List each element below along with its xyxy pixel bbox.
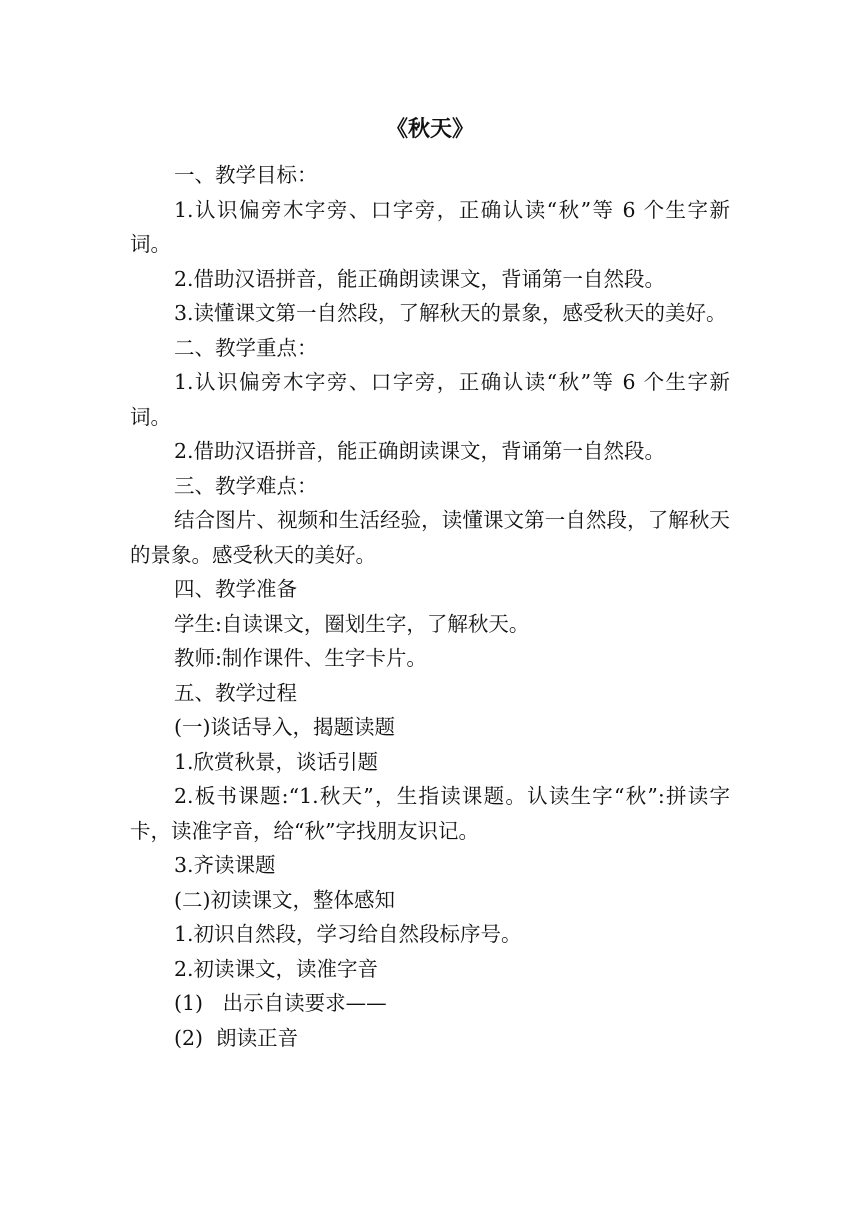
paragraph-difficulty-heading: 三、教学难点： bbox=[174, 473, 318, 498]
paragraph-goal-2: 2.借助汉语拼音，能正确朗读课文，背诵第一自然段。 bbox=[174, 266, 666, 291]
paragraph-step-1-heading: (一)谈话导入，揭题读题 bbox=[174, 715, 395, 739]
paragraph-teacher-prep: 教师:制作课件、生字卡片。 bbox=[174, 646, 427, 670]
paragraph-goal-1: 1.认识偏旁木字旁、口字旁，正确认读“秋”等 6 个生字新词。 bbox=[130, 197, 730, 256]
paragraph-key-point-1: 1.认识偏旁木字旁、口字旁，正确认读“秋”等 6 个生字新词。 bbox=[130, 370, 730, 429]
paragraph-step-2-heading: (二)初读课文，整体感知 bbox=[174, 887, 395, 912]
paragraph-goals-heading: 一、教学目标： bbox=[174, 163, 318, 187]
paragraph-step-2-1: 1.初识自然段，学习给自然段标序号。 bbox=[174, 922, 522, 946]
paragraph-key-point-2: 2.借助汉语拼音，能正确朗读课文，背诵第一自然段。 bbox=[174, 439, 666, 463]
paragraph-step-2-2-2: (2) 朗读正音 bbox=[174, 1025, 299, 1050]
paragraph-preparation-heading: 四、教学准备 bbox=[174, 577, 297, 601]
document-title: 《秋天》 bbox=[385, 116, 474, 142]
paragraph-difficulty: 结合图片、视频和生活经验，读懂课文第一自然段，了解秋天的景象。感受秋天的美好。 bbox=[130, 508, 730, 567]
paragraph-step-1-1: 1.欣赏秋景，谈话引题 bbox=[174, 749, 379, 774]
paragraph-step-2-2: 2.初读课文，读准字音 bbox=[174, 956, 379, 981]
paragraph-step-1-2: 2.板书课题:“1.秋天”，生指读课题。认读生字“秋”:拼读字卡，读准字音，给“秋”字找朋友识记。 bbox=[130, 784, 730, 843]
paragraph-student-prep: 学生:自读课文，圈划生字，了解秋天。 bbox=[174, 611, 530, 636]
paragraph-step-2-2-1: (1) 出示自读要求—— bbox=[174, 991, 387, 1015]
paragraph-key-points-heading: 二、教学重点： bbox=[174, 335, 318, 360]
paragraph-goal-3: 3.读懂课文第一自然段，了解秋天的景象，感受秋天的美好。 bbox=[174, 301, 727, 325]
document-body bbox=[130, 158, 730, 1055]
paragraph-step-1-3: 3.齐读课题 bbox=[174, 853, 276, 877]
paragraph-process-heading: 五、教学过程 bbox=[174, 680, 297, 705]
